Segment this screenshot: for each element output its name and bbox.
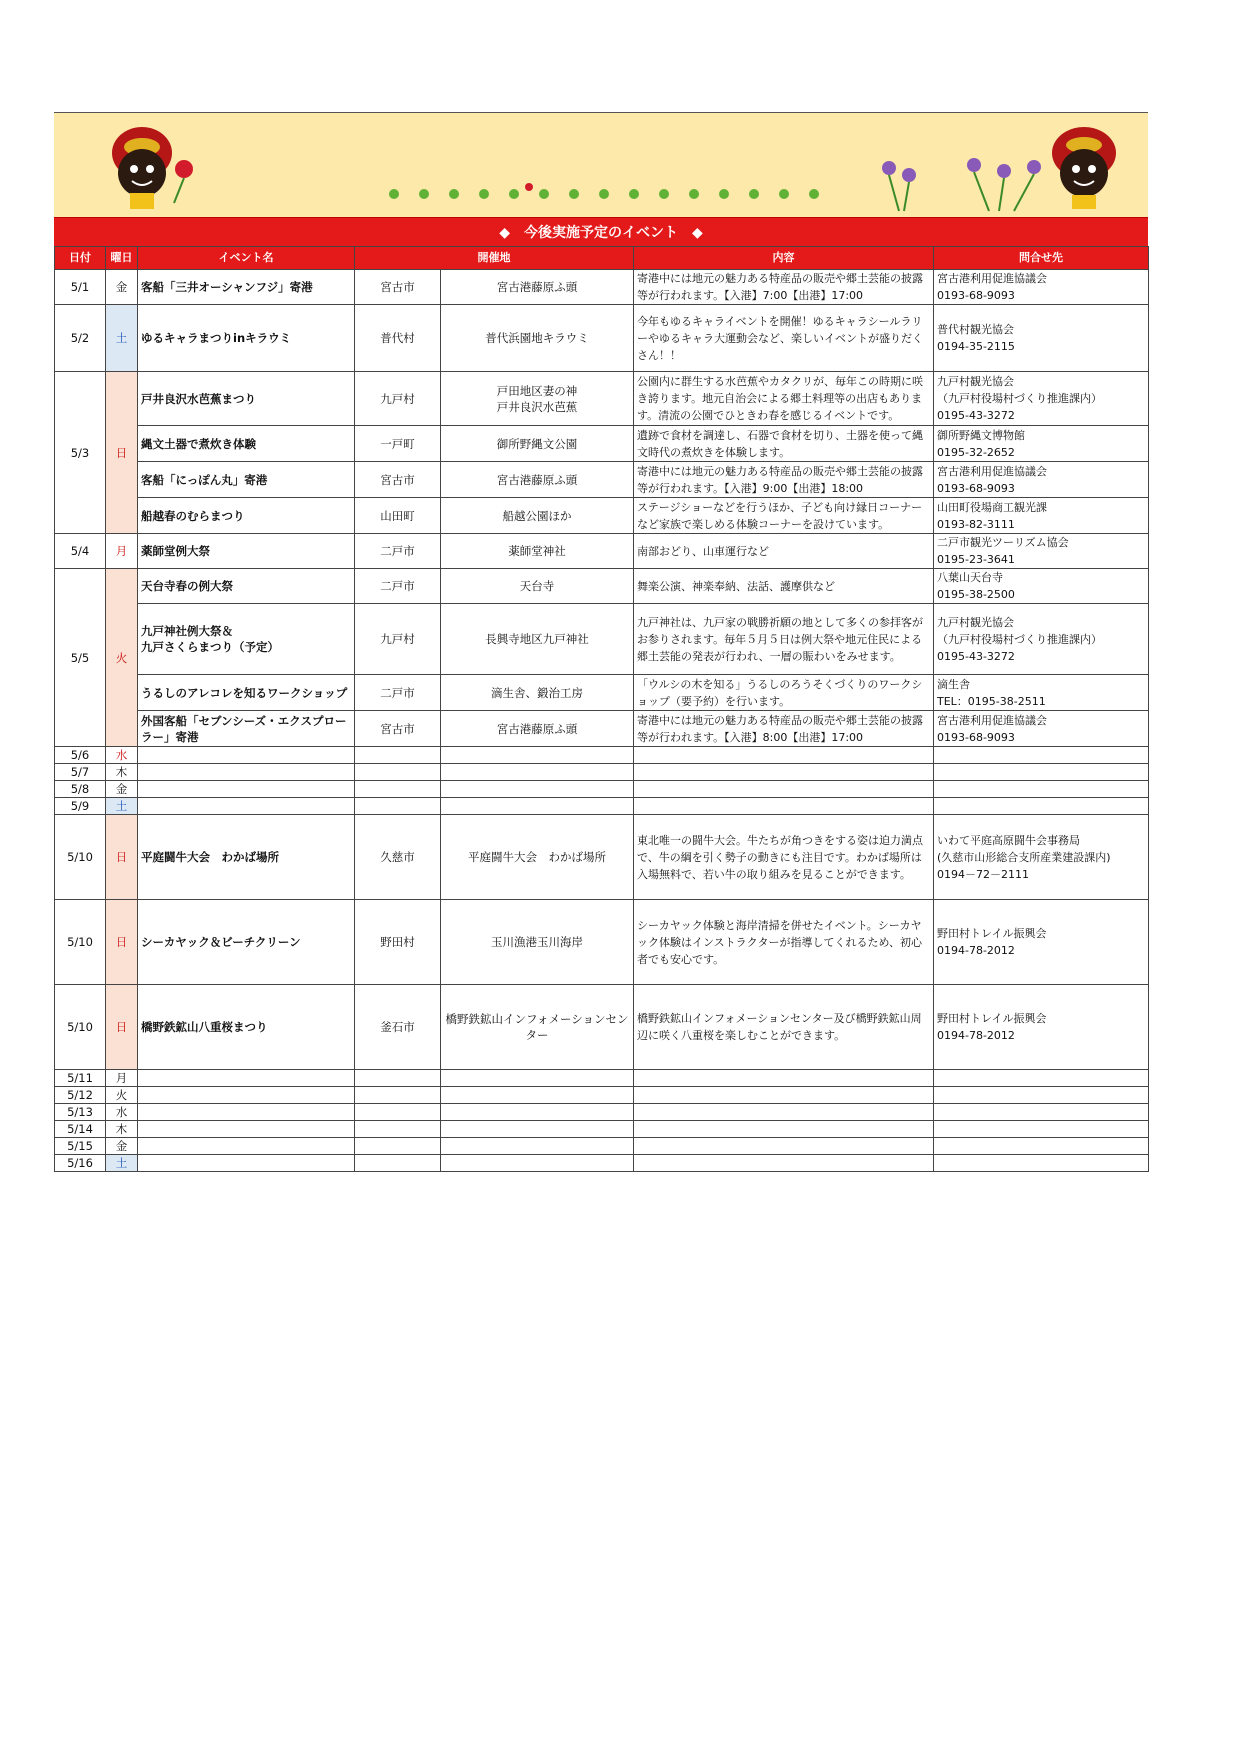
city-cell: 宮古市	[355, 711, 441, 747]
contact-cell	[934, 1155, 1149, 1172]
detail-cell: 「ウルシの木を知る」うるしのろうそくづくりのワークショップ（要予約）を行います。	[634, 675, 934, 711]
contact-cell: いわて平庭高原闘牛会事務局 (久慈市山形総合支所産業建設課内) 0194－72－2111	[934, 815, 1149, 900]
event-name-cell: ゆるキャラまつりinキラウミ	[138, 305, 355, 372]
date-cell: 5/16	[55, 1155, 106, 1172]
date-cell: 5/8	[55, 781, 106, 798]
detail-cell: 舞楽公演、神楽奉納、法話、護摩供など	[634, 569, 934, 604]
event-name-cell	[138, 1121, 355, 1138]
venue-cell	[441, 1070, 634, 1087]
table-body	[55, 270, 1149, 1172]
contact-cell: 九戸村観光協会 （九戸村役場村づくり推進課内） 0195-43-3272	[934, 604, 1149, 675]
date-cell: 5/4	[55, 534, 106, 569]
weekday-cell: 土	[106, 1155, 138, 1172]
city-cell	[355, 747, 441, 764]
city-cell: 二戸市	[355, 534, 441, 569]
weekday-cell: 日	[106, 815, 138, 900]
detail-cell: ステージショーなどを行うほか、子ども向け縁日コーナーなど家族で楽しめる体験コーナーを設けています。	[634, 498, 934, 534]
header-date: 日付	[55, 247, 106, 270]
header-day: 曜日	[106, 247, 138, 270]
city-cell: 釜石市	[355, 985, 441, 1070]
event-name-cell	[138, 1104, 355, 1121]
city-cell	[355, 1138, 441, 1155]
event-name-cell: 戸井良沢水芭蕉まつり	[138, 372, 355, 426]
event-name-cell: うるしのアレコレを知るワークショップ	[138, 675, 355, 711]
contact-cell	[934, 747, 1149, 764]
mascot-left-icon	[104, 123, 204, 215]
detail-cell	[634, 1155, 934, 1172]
weekday-cell: 金	[106, 270, 138, 305]
detail-cell: 南部おどり、山車運行など	[634, 534, 934, 569]
detail-cell	[634, 1104, 934, 1121]
table-row	[55, 462, 1149, 498]
city-cell: 二戸市	[355, 569, 441, 604]
table-row	[55, 1121, 1149, 1138]
contact-cell	[934, 1087, 1149, 1104]
city-cell: 九戸村	[355, 604, 441, 675]
date-cell: 5/1	[55, 270, 106, 305]
city-cell	[355, 1070, 441, 1087]
detail-cell: 橋野鉄鉱山インフォメーションセンター及び橋野鉄鉱山周辺に咲く八重桜を楽しむことができます。	[634, 985, 934, 1070]
event-name-cell	[138, 781, 355, 798]
city-cell	[355, 1155, 441, 1172]
table-row	[55, 498, 1149, 534]
date-cell: 5/10	[55, 815, 106, 900]
contact-cell	[934, 764, 1149, 781]
weekday-cell: 水	[106, 1104, 138, 1121]
weekday-cell: 金	[106, 781, 138, 798]
event-name-cell: 客船「にっぽん丸」寄港	[138, 462, 355, 498]
table-row	[55, 1087, 1149, 1104]
venue-cell: 普代浜園地キラウミ	[441, 305, 634, 372]
event-name-cell: 薬師堂例大祭	[138, 534, 355, 569]
weekday-cell: 水	[106, 747, 138, 764]
contact-cell: 野田村トレイル振興会 0194-78-2012	[934, 900, 1149, 985]
table-row	[55, 985, 1149, 1070]
venue-cell: 船越公園ほか	[441, 498, 634, 534]
weekday-cell: 木	[106, 1121, 138, 1138]
event-name-cell	[138, 1138, 355, 1155]
contact-cell: 普代村観光協会 0194-35-2115	[934, 305, 1149, 372]
city-cell: 宮古市	[355, 270, 441, 305]
event-name-cell: 客船「三井オーシャンフジ」寄港	[138, 270, 355, 305]
venue-cell: 玉川漁港玉川海岸	[441, 900, 634, 985]
event-name-cell: 縄文土器で煮炊き体験	[138, 426, 355, 462]
table-row	[55, 604, 1149, 675]
venue-cell: 長興寺地区九戸神社	[441, 604, 634, 675]
contact-cell: 宮古港利用促進協議会 0193-68-9093	[934, 462, 1149, 498]
table-row	[55, 798, 1149, 815]
header-detail: 内容	[634, 247, 934, 270]
mascot-right-icon	[1039, 123, 1129, 215]
detail-cell	[634, 1087, 934, 1104]
weekday-cell: 月	[106, 534, 138, 569]
city-cell: 宮古市	[355, 462, 441, 498]
date-cell: 5/14	[55, 1121, 106, 1138]
date-cell: 5/5	[55, 569, 106, 747]
table-row	[55, 1155, 1149, 1172]
venue-cell: 宮古港藤原ふ頭	[441, 711, 634, 747]
detail-cell: 寄港中には地元の魅力ある特産品の販売や郷土芸能の披露等が行われます。【入港】8:00【出港】17:00	[634, 711, 934, 747]
carnation-icon	[175, 160, 193, 178]
city-cell	[355, 781, 441, 798]
weekday-cell: 日	[106, 985, 138, 1070]
weekday-cell: 土	[106, 305, 138, 372]
detail-cell: シーカヤック体験と海岸清掃を併せたイベント。シーカヤック体験はインストラクターが指導してくれるため、初心者でも安心です。	[634, 900, 934, 985]
table-row	[55, 534, 1149, 569]
contact-cell	[934, 798, 1149, 815]
contact-cell: 八葉山天台寺 0195-38-2500	[934, 569, 1149, 604]
contact-cell: 宮古港利用促進協議会 0193-68-9093	[934, 270, 1149, 305]
event-name-cell: 外国客船「セブンシーズ・エクスプローラー」寄港	[138, 711, 355, 747]
table-row	[55, 711, 1149, 747]
date-cell: 5/10	[55, 900, 106, 985]
table-header-row	[55, 247, 1149, 270]
weekday-cell: 日	[106, 900, 138, 985]
date-cell: 5/6	[55, 747, 106, 764]
event-name-cell: 橋野鉄鉱山八重桜まつり	[138, 985, 355, 1070]
event-sheet	[54, 112, 1148, 1172]
contact-cell: 九戸村観光協会 （九戸村役場村づくり推進課内） 0195-43-3272	[934, 372, 1149, 426]
contact-cell	[934, 1121, 1149, 1138]
contact-cell	[934, 1070, 1149, 1087]
detail-cell	[634, 1121, 934, 1138]
event-name-cell: 平庭闘牛大会 わかば場所	[138, 815, 355, 900]
date-cell: 5/2	[55, 305, 106, 372]
detail-cell	[634, 764, 934, 781]
weekday-cell: 火	[106, 569, 138, 747]
date-cell: 5/15	[55, 1138, 106, 1155]
date-cell: 5/11	[55, 1070, 106, 1087]
contact-cell: 二戸市観光ツーリズム協会 0195-23-3641	[934, 534, 1149, 569]
event-name-cell	[138, 1070, 355, 1087]
weekday-cell: 月	[106, 1070, 138, 1087]
date-cell: 5/10	[55, 985, 106, 1070]
table-row	[55, 747, 1149, 764]
date-cell: 5/7	[55, 764, 106, 781]
event-name-cell	[138, 1155, 355, 1172]
table-row	[55, 675, 1149, 711]
detail-cell	[634, 781, 934, 798]
table-row	[55, 1138, 1149, 1155]
event-name-cell: 天台寺春の例大祭	[138, 569, 355, 604]
detail-cell	[634, 1070, 934, 1087]
table-row	[55, 426, 1149, 462]
event-name-cell: 九戸神社例大祭＆ 九戸さくらまつり（予定）	[138, 604, 355, 675]
date-cell: 5/12	[55, 1087, 106, 1104]
event-name-cell: シーカヤック＆ビーチクリーン	[138, 900, 355, 985]
contact-cell	[934, 781, 1149, 798]
table-row	[55, 1070, 1149, 1087]
venue-cell	[441, 747, 634, 764]
date-cell: 5/13	[55, 1104, 106, 1121]
weekday-cell: 木	[106, 764, 138, 781]
city-cell: 一戸町	[355, 426, 441, 462]
weekday-cell: 日	[106, 372, 138, 534]
venue-cell	[441, 781, 634, 798]
event-name-cell	[138, 747, 355, 764]
detail-cell: 公園内に群生する水芭蕉やカタクリが、毎年この時期に咲き誇ります。地元自治会による郷土料理等の出店もあります。清流の公園でひときわ春を感じるイベントです。	[634, 372, 934, 426]
city-cell	[355, 1121, 441, 1138]
detail-cell: 寄港中には地元の魅力ある特産品の販売や郷土芸能の披露等が行われます。【入港】9:00【出港】18:00	[634, 462, 934, 498]
venue-cell: 平庭闘牛大会 わかば場所	[441, 815, 634, 900]
contact-cell: 野田村トレイル振興会 0194-78-2012	[934, 985, 1149, 1070]
header-contact: 問合せ先	[934, 247, 1149, 270]
city-cell	[355, 764, 441, 781]
date-cell: 5/3	[55, 372, 106, 534]
venue-cell: 薬師堂神社	[441, 534, 634, 569]
contact-cell: 山田町役場商工観光課 0193-82-3111	[934, 498, 1149, 534]
detail-cell: 今年もゆるキャライベントを開催！ゆるキャラシールラリーやゆるキャラ大運動会など、楽しいイベントが盛りだくさん！！	[634, 305, 934, 372]
detail-cell: 遺跡で食材を調達し、石器で食材を切り、土器を使って縄文時代の煮炊きを体験します。	[634, 426, 934, 462]
detail-cell	[634, 747, 934, 764]
table-row	[55, 569, 1149, 604]
detail-cell: 九戸神社は、九戸家の戦勝祈願の地として多くの参拝客がお参りされます。毎年５月５日は例大祭や地元住民による郷土芸能の発表が行われ、一層の賑わいをみせます。	[634, 604, 934, 675]
date-cell: 5/9	[55, 798, 106, 815]
clover-row-icon	[384, 179, 844, 209]
table-row	[55, 270, 1149, 305]
venue-cell: 滴生舎、鍛治工房	[441, 675, 634, 711]
contact-cell	[934, 1104, 1149, 1121]
weekday-cell: 土	[106, 798, 138, 815]
venue-cell: 戸田地区妻の神 戸井良沢水芭蕉	[441, 372, 634, 426]
contact-cell: 宮古港利用促進協議会 0193-68-9093	[934, 711, 1149, 747]
detail-cell	[634, 1138, 934, 1155]
venue-cell	[441, 798, 634, 815]
event-name-cell	[138, 798, 355, 815]
city-cell: 山田町	[355, 498, 441, 534]
venue-cell: 宮古港藤原ふ頭	[441, 462, 634, 498]
event-name-cell	[138, 1087, 355, 1104]
table-row	[55, 372, 1149, 426]
detail-cell: 東北唯一の闘牛大会。牛たちが角つきをする姿は迫力満点で、牛の綱を引く勢子の動きにも注目です。わかば場所は入場無料で、若い牛の取り組みを見ることができます。	[634, 815, 934, 900]
detail-cell	[634, 798, 934, 815]
venue-cell	[441, 764, 634, 781]
table-row	[55, 781, 1149, 798]
header-event-name: イベント名	[138, 247, 355, 270]
contact-cell: 御所野縄文博物館 0195-32-2652	[934, 426, 1149, 462]
header-banner	[54, 112, 1148, 217]
city-cell	[355, 798, 441, 815]
table-row	[55, 815, 1149, 900]
table-row	[55, 900, 1149, 985]
weekday-cell: 金	[106, 1138, 138, 1155]
table-row	[55, 305, 1149, 372]
venue-cell: 天台寺	[441, 569, 634, 604]
venue-cell	[441, 1104, 634, 1121]
table-row	[55, 764, 1149, 781]
venue-cell	[441, 1087, 634, 1104]
contact-cell	[934, 1138, 1149, 1155]
weekday-cell: 火	[106, 1087, 138, 1104]
section-title: ◆ 今後実施予定のイベント ◆	[54, 217, 1148, 246]
header-venue: 開催地	[355, 247, 634, 270]
venue-cell	[441, 1155, 634, 1172]
table-row	[55, 1104, 1149, 1121]
detail-cell: 寄港中には地元の魅力ある特産品の販売や郷土芸能の披露等が行われます。【入港】7:00【出港】17:00	[634, 270, 934, 305]
venue-cell: 御所野縄文公園	[441, 426, 634, 462]
event-table	[54, 246, 1149, 1172]
city-cell: 野田村	[355, 900, 441, 985]
city-cell	[355, 1087, 441, 1104]
city-cell	[355, 1104, 441, 1121]
venue-cell: 橋野鉄鉱山インフォメーションセンター	[441, 985, 634, 1070]
city-cell: 久慈市	[355, 815, 441, 900]
city-cell: 九戸村	[355, 372, 441, 426]
venue-cell	[441, 1138, 634, 1155]
event-name-cell: 船越春のむらまつり	[138, 498, 355, 534]
venue-cell	[441, 1121, 634, 1138]
event-name-cell	[138, 764, 355, 781]
venue-cell: 宮古港藤原ふ頭	[441, 270, 634, 305]
city-cell: 普代村	[355, 305, 441, 372]
contact-cell: 滴生舎 TEL：0195-38-2511	[934, 675, 1149, 711]
city-cell: 二戸市	[355, 675, 441, 711]
